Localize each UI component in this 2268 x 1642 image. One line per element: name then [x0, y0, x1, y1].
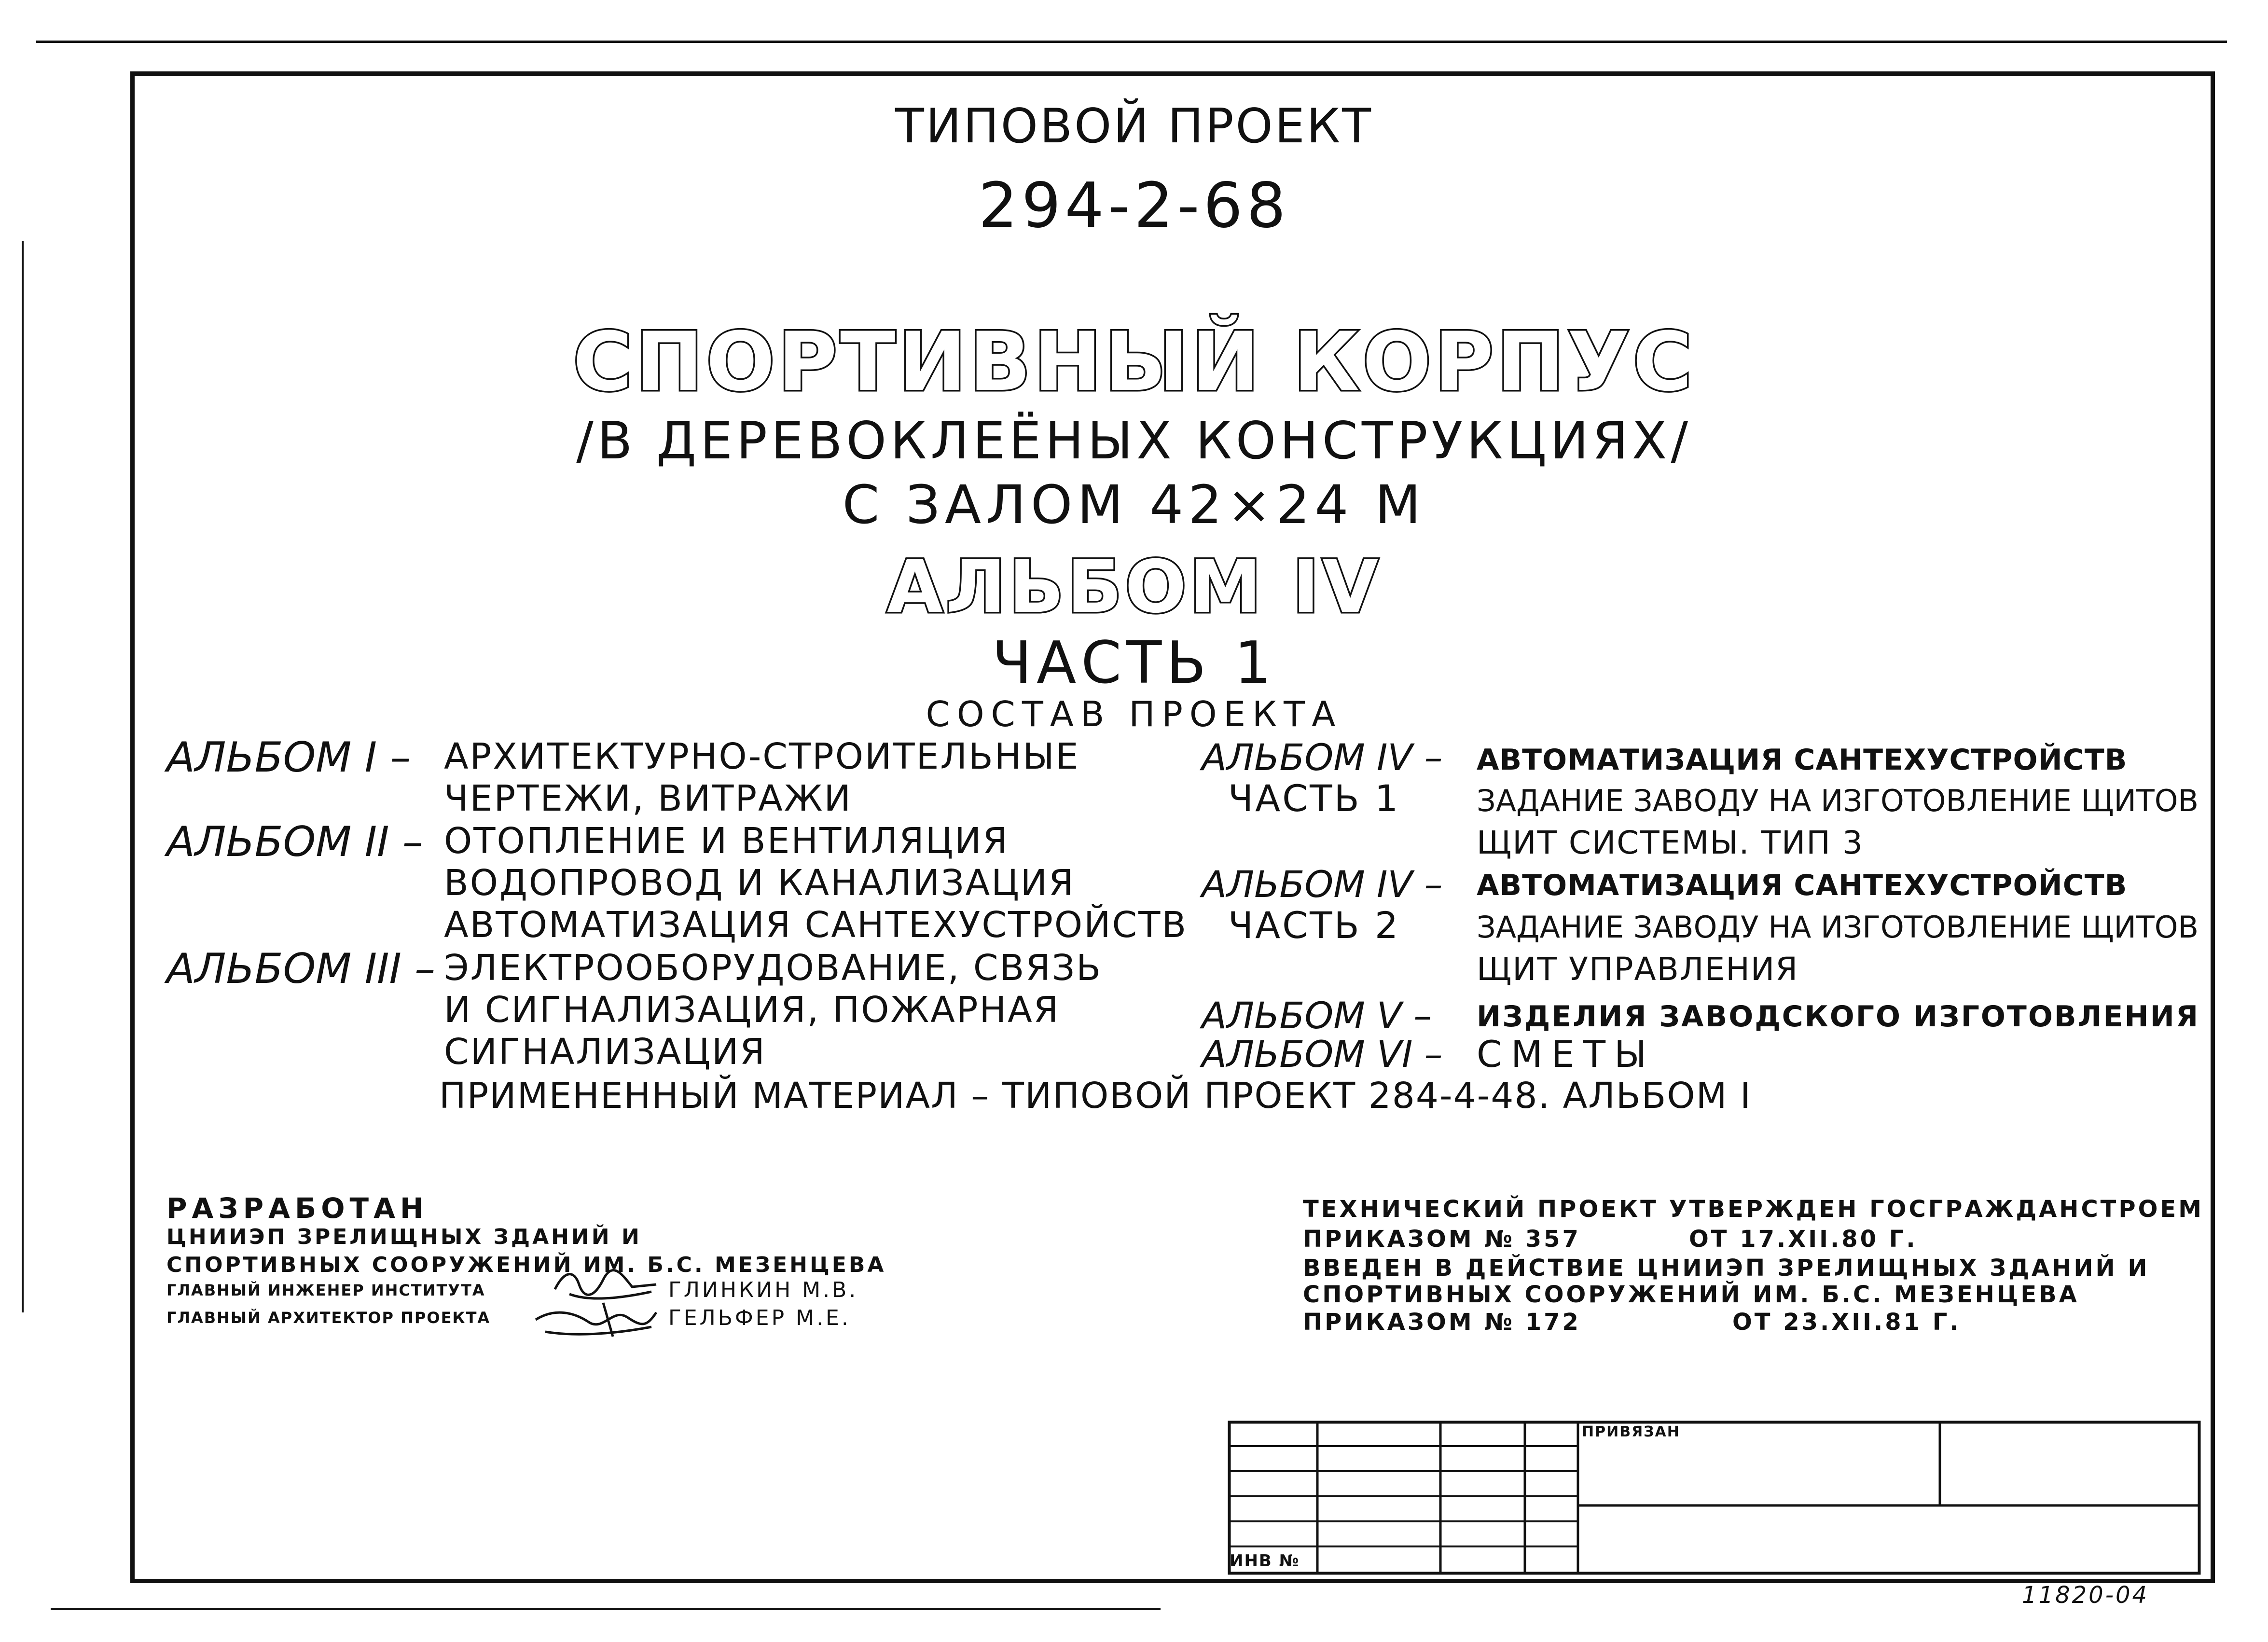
album-2-label: АЛЬБОМ II – [166, 818, 423, 866]
stamp-attached-label: ПРИВЯЗАН [1582, 1423, 1680, 1440]
developer-line1: ЦНИИЭП ЗРЕЛИЩНЫХ ЗДАНИЙ И [166, 1225, 642, 1249]
stamp-grid [1228, 1421, 2200, 1574]
album-4-part2-line3: ЩИТ УПРАВЛЕНИЯ [1477, 951, 1799, 988]
approval-order1: ПРИКАЗОМ № 357 [1303, 1226, 1581, 1253]
chief-architect-name: ГЕЛЬФЕР М.Е. [668, 1306, 851, 1330]
chief-architect-role: ГЛАВНЫЙ АРХИТЕКТОР ПРОЕКТА [166, 1309, 491, 1327]
album-4-part2-line2: ЗАДАНИЕ ЗАВОДУ НА ИЗГОТОВЛЕНИЕ ЩИТОВ [1477, 910, 2199, 945]
album-3-label: АЛЬБОМ III – [166, 945, 436, 993]
album-title: АЛЬБОМ IV [886, 545, 1382, 629]
album-1-label: АЛЬБОМ I – [166, 733, 411, 782]
drawing-frame [130, 71, 2215, 1583]
album-5-label: АЛЬБОМ V – [1202, 994, 1432, 1037]
album-3-line1: ЭЛЕКТРООБОРУДОВАНИЕ, СВЯЗЬ [444, 947, 1102, 989]
album-3-line3: СИГНАЛИЗАЦИЯ [444, 1031, 766, 1073]
album-1-line1: АРХИТЕКТУРНО-СТРОИТЕЛЬНЫЕ [444, 736, 1080, 777]
album-6-line1: СМЕТЫ [1477, 1033, 1656, 1076]
chief-engineer-name: ГЛИНКИН М.В. [668, 1278, 858, 1302]
approval-date2: ОТ 23.XII.81 Г. [1732, 1309, 1961, 1336]
stamp-table [1228, 1421, 2200, 1574]
frame-bottom-line [51, 1608, 1161, 1610]
stamp-inventory-label: ИНВ № [1230, 1551, 1300, 1571]
project-number: 294-2-68 [978, 170, 1290, 242]
sheet-code: 11820-04 [2022, 1582, 2149, 1609]
approval-order2: ПРИКАЗОМ № 172 [1303, 1309, 1581, 1336]
album-2-line1: ОТОПЛЕНИЕ И ВЕНТИЛЯЦИЯ [444, 820, 1009, 862]
album-2-line2: ВОДОПРОВОД И КАНАЛИЗАЦИЯ [444, 862, 1075, 904]
approval-date1: ОТ 17.XII.80 Г. [1689, 1226, 1918, 1253]
album-4-part1-line3: ЩИТ СИСТЕМЫ. ТИП 3 [1477, 824, 1864, 861]
applied-material: ПРИМЕНЕННЫЙ МАТЕРИАЛ – ТИПОВОЙ ПРОЕКТ 284-4-48. АЛЬБОМ I [439, 1075, 1752, 1117]
composition-heading: СОСТАВ ПРОЕКТА [926, 694, 1342, 734]
album-4-part1-sub: ЧАСТЬ 1 [1228, 777, 1400, 820]
developer-heading: РАЗРАБОТАН [166, 1192, 429, 1225]
developer-line2: СПОРТИВНЫХ СООРУЖЕНИЙ ИМ. Б.С. МЕЗЕНЦЕВА [166, 1253, 886, 1277]
album-2-line3: АВТОМАТИЗАЦИЯ САНТЕХУСТРОЙСТВ [444, 904, 1188, 946]
subtitle-line1: /В ДЕРЕВОКЛЕЁНЫХ КОНСТРУКЦИЯХ/ [576, 411, 1692, 470]
album-4-part1-line1: АВТОМАТИЗАЦИЯ САНТЕХУСТРОЙСТВ [1477, 743, 2128, 777]
chief-architect-signature [531, 1298, 661, 1341]
album-4-part1-line2: ЗАДАНИЕ ЗАВОДУ НА ИЗГОТОВЛЕНИЕ ЩИТОВ [1477, 783, 2199, 818]
album-6-label: АЛЬБОМ VI – [1202, 1033, 1443, 1076]
album-4-part2-line1: АВТОМАТИЗАЦИЯ САНТЕХУСТРОЙСТВ [1477, 869, 2128, 902]
album-4-part2-sub: ЧАСТЬ 2 [1228, 904, 1400, 947]
project-label: ТИПОВОЙ ПРОЕКТ [895, 99, 1373, 154]
album-1-line2: ЧЕРТЕЖИ, ВИТРАЖИ [444, 778, 852, 819]
main-title: СПОРТИВНЫЙ КОРПУС [573, 315, 1695, 409]
part-title: ЧАСТЬ 1 [992, 630, 1276, 697]
approval-line3: ВВЕДЕН В ДЕЙСТВИЕ ЦНИИЭП ЗРЕЛИЩНЫХ ЗДАНИЙ И [1303, 1255, 2150, 1282]
album-3-line2: И СИГНАЛИЗАЦИЯ, ПОЖАРНАЯ [444, 989, 1060, 1031]
approval-line1: ТЕХНИЧЕСКИЙ ПРОЕКТ УТВЕРЖДЕН ГОСГРАЖДАНСТРОЕМ [1303, 1196, 2204, 1223]
album-4-part1-label: АЛЬБОМ IV – [1202, 736, 1443, 779]
subtitle-line2: С ЗАЛОМ 42×24 М [842, 474, 1426, 536]
approval-line4: СПОРТИВНЫХ СООРУЖЕНИЙ ИМ. Б.С. МЕЗЕНЦЕВА [1303, 1281, 2079, 1308]
chief-engineer-role: ГЛАВНЫЙ ИНЖЕНЕР ИНСТИТУТА [166, 1281, 485, 1299]
frame-top-line [36, 41, 2227, 43]
album-5-line1: ИЗДЕЛИЯ ЗАВОДСКОГО ИЗГОТОВЛЕНИЯ [1477, 1000, 2200, 1034]
album-4-part2-label: АЛЬБОМ IV – [1202, 863, 1443, 906]
